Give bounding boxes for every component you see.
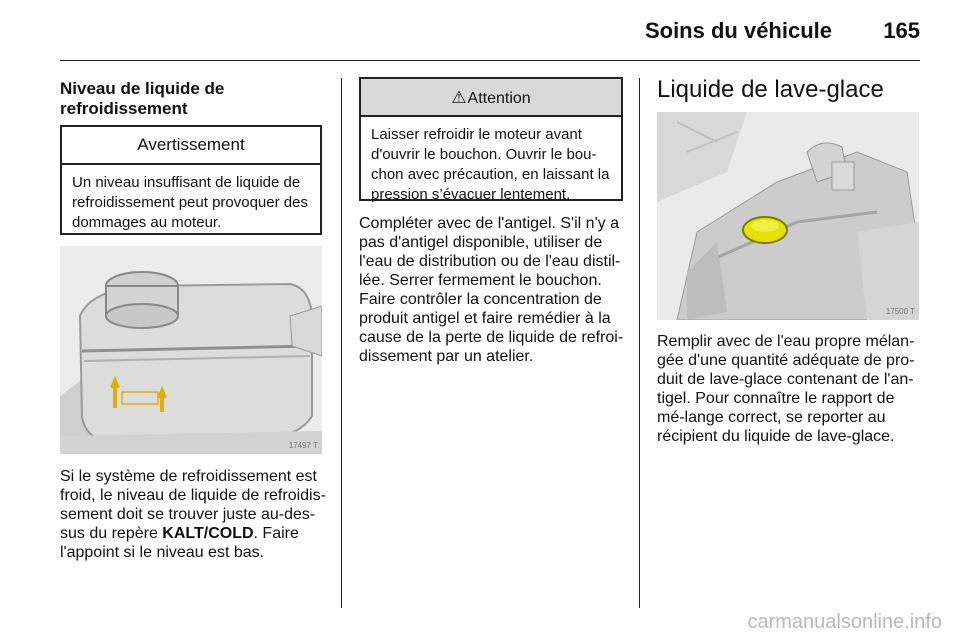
attention-header xyxy=(361,79,621,117)
warning-text: Un niveau insuffisant de liquide de refroidissement peut provoquer des dommages au moteur. xyxy=(72,174,308,231)
section-title: Soins du véhicule xyxy=(644,18,832,43)
washer-body-text: Remplir avec de l'eau propre mélan-gée d'une quantité adéquate de pro-duit de lave-glace contenant de l'an-tigel. Pour connaître le rapport de mé-lange correct, se reporter au récipient du liquide de lave-glace. xyxy=(657,333,915,445)
figure-reference: 17500 T xyxy=(885,307,915,316)
header-divider xyxy=(60,60,920,61)
column-divider-right xyxy=(639,78,640,608)
antifreeze-body-text: Compléter avec de l'antigel. S'il n'y a pas d'antigel disponible, utiliser de l'eau de distribution ou de l'eau distil-lée. Serrer fermement le bouchon. Faire contrôler la concentration de produit antigel et faire remédier à la cause de la perte de liquide de refroi-dissement par un atelier. xyxy=(359,215,624,365)
warning-triangle-icon: ⚠ xyxy=(451,88,467,107)
attention-title: Attention xyxy=(467,90,531,107)
washer-fluid-heading: Liquide de lave-glace xyxy=(657,76,884,103)
washer-reservoir-photo xyxy=(657,112,919,320)
washer-reservoir-illustration xyxy=(657,112,919,320)
warning-title: Avertissement xyxy=(62,127,320,165)
coolant-reservoir-photo xyxy=(60,246,322,454)
coolant-heading: Niveau de liquide de refroidissement xyxy=(60,79,225,118)
coolant-body-text xyxy=(60,467,335,562)
warning-box xyxy=(60,125,322,235)
watermark-text: carmanualsonline.info xyxy=(747,611,942,633)
figure-reference: 17497 T xyxy=(288,441,318,450)
kalt-cold-mark: KALT/COLD xyxy=(162,525,254,542)
column-divider-left xyxy=(341,78,342,608)
attention-box xyxy=(359,77,623,201)
attention-text: Laisser refroidir le moteur avant d'ouvrir le bouchon. Ouvrir le bou-chon avec précaution, en laissant la pression s’évacuer lentement. xyxy=(371,126,610,203)
coolant-body-part1: Si le système de refroidissement est froid, le niveau de liquide de refroidis-sement doit se trouver juste au-des-sus du repère xyxy=(60,468,326,542)
coolant-body-part2: . Faire l'appoint si le niveau est bas. xyxy=(60,525,299,561)
coolant-reservoir-illustration xyxy=(60,246,322,454)
page-number: 165 xyxy=(883,18,920,43)
